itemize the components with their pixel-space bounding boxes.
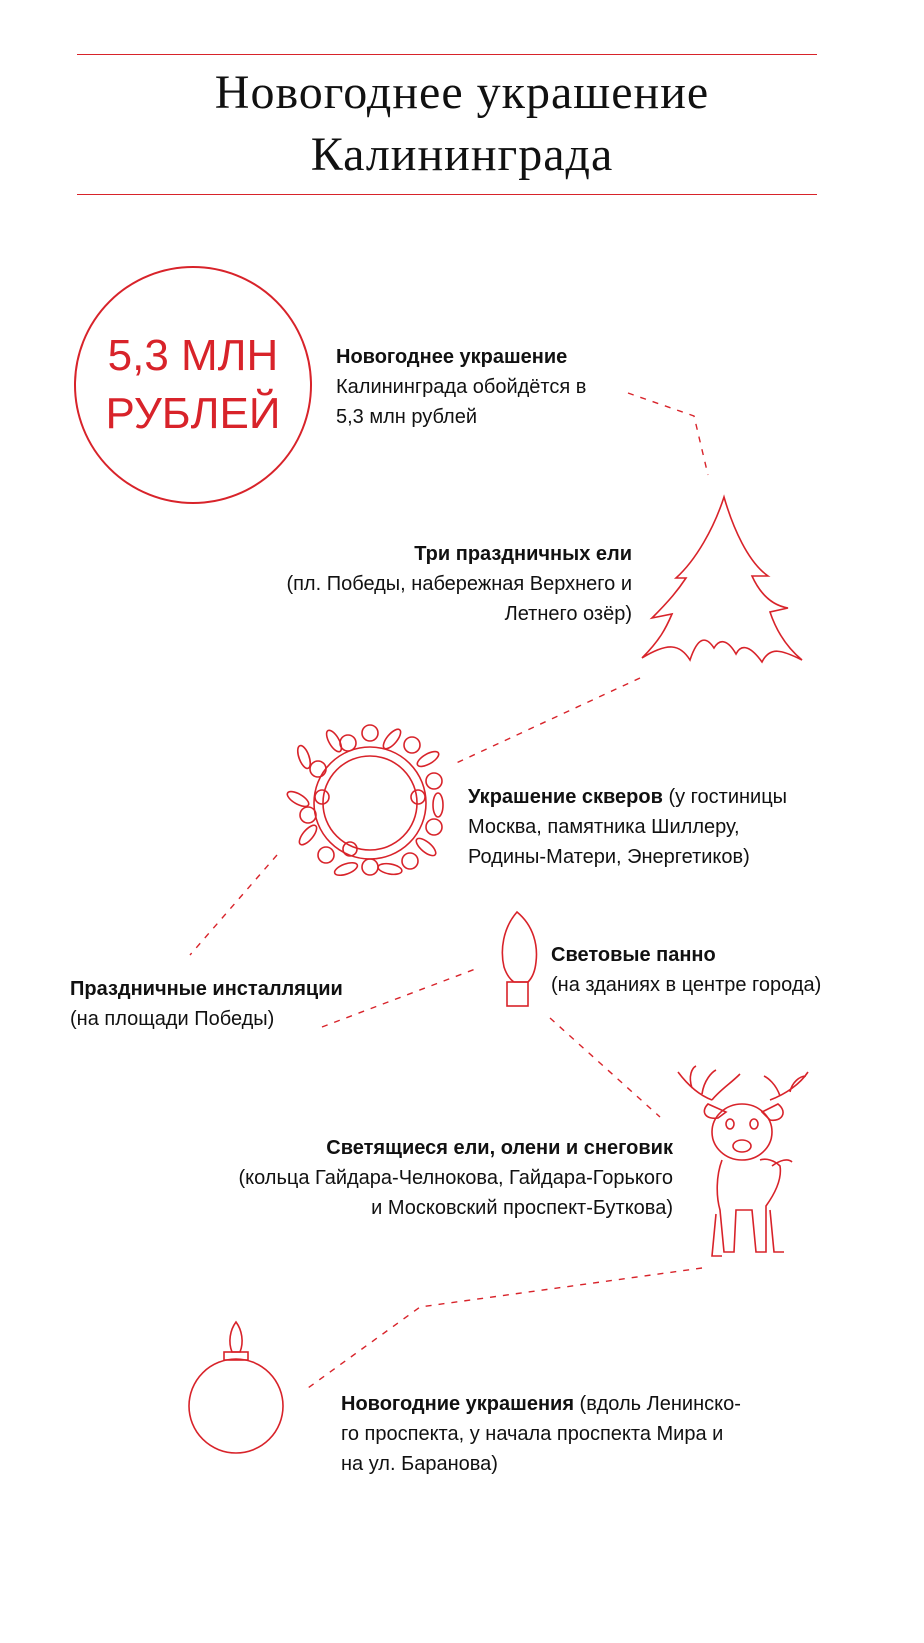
item-heading: Световые панно bbox=[551, 944, 716, 966]
connector-5 bbox=[550, 1018, 660, 1117]
connector-4 bbox=[322, 968, 478, 1027]
item-glowing-figures bbox=[238, 1133, 673, 1223]
item-line: Родины-Матери, Энергетиков) bbox=[468, 846, 750, 868]
top-rule bbox=[77, 54, 817, 55]
reindeer-icon bbox=[678, 1066, 808, 1256]
connector-6 bbox=[308, 1268, 702, 1388]
item-installations bbox=[70, 974, 343, 1034]
connector-3 bbox=[190, 855, 277, 955]
item-squares bbox=[468, 782, 787, 872]
connector-2 bbox=[452, 678, 640, 765]
item-line: (кольца Гайдара-Челнокова, Гайдара-Горького bbox=[238, 1167, 673, 1189]
title-line-2: Калининграда bbox=[310, 128, 614, 181]
item-line: Москва, памятника Шиллеру, bbox=[468, 816, 740, 838]
christmas-tree-icon bbox=[642, 497, 802, 662]
bottom-rule bbox=[77, 194, 817, 195]
item-heading-note: (у гостиницы bbox=[662, 786, 788, 808]
item-heading: Новогоднее украшение bbox=[336, 346, 568, 368]
item-line: (на зданиях в центре города) bbox=[551, 974, 822, 996]
item-heading: Новогодние украшения bbox=[341, 1393, 574, 1415]
item-heading: Праздничные инсталляции bbox=[70, 978, 343, 1000]
item-line: Летнего озёр) bbox=[504, 603, 632, 625]
item-line: 5,3 млн рублей bbox=[336, 406, 478, 428]
item-line: и Московский проспект-Буткова) bbox=[371, 1197, 673, 1219]
item-line: (пл. Победы, набережная Верхнего и bbox=[286, 573, 632, 595]
item-heading: Украшение скверов bbox=[468, 786, 663, 808]
cost-badge bbox=[74, 266, 312, 504]
item-heading: Три праздничных ели bbox=[414, 543, 632, 565]
item-light-panels bbox=[551, 940, 821, 1000]
ornament-ball-icon bbox=[189, 1322, 283, 1453]
item-decorations bbox=[341, 1389, 741, 1479]
item-three-trees bbox=[286, 539, 632, 629]
wreath-icon bbox=[285, 725, 443, 878]
item-line: (на площади Победы) bbox=[70, 1008, 275, 1030]
page-title bbox=[0, 62, 924, 186]
cost-unit: РУБЛЕЙ bbox=[105, 389, 281, 438]
cost-amount: 5,3 МЛН bbox=[107, 331, 279, 380]
item-line: го проспекта, у начала проспекта Мира и bbox=[341, 1423, 724, 1445]
item-line: на ул. Баранова) bbox=[341, 1453, 498, 1475]
item-line: Калининграда обойдётся в bbox=[336, 376, 587, 398]
item-heading: Светящиеся ели, олени и снеговик bbox=[326, 1137, 673, 1159]
light-bulb-icon bbox=[502, 912, 536, 1006]
title-line-1: Новогоднее украшение bbox=[214, 66, 710, 119]
item-total-cost bbox=[336, 342, 586, 432]
item-heading-note: (вдоль Ленинско- bbox=[574, 1393, 741, 1415]
connector-1 bbox=[628, 393, 708, 475]
